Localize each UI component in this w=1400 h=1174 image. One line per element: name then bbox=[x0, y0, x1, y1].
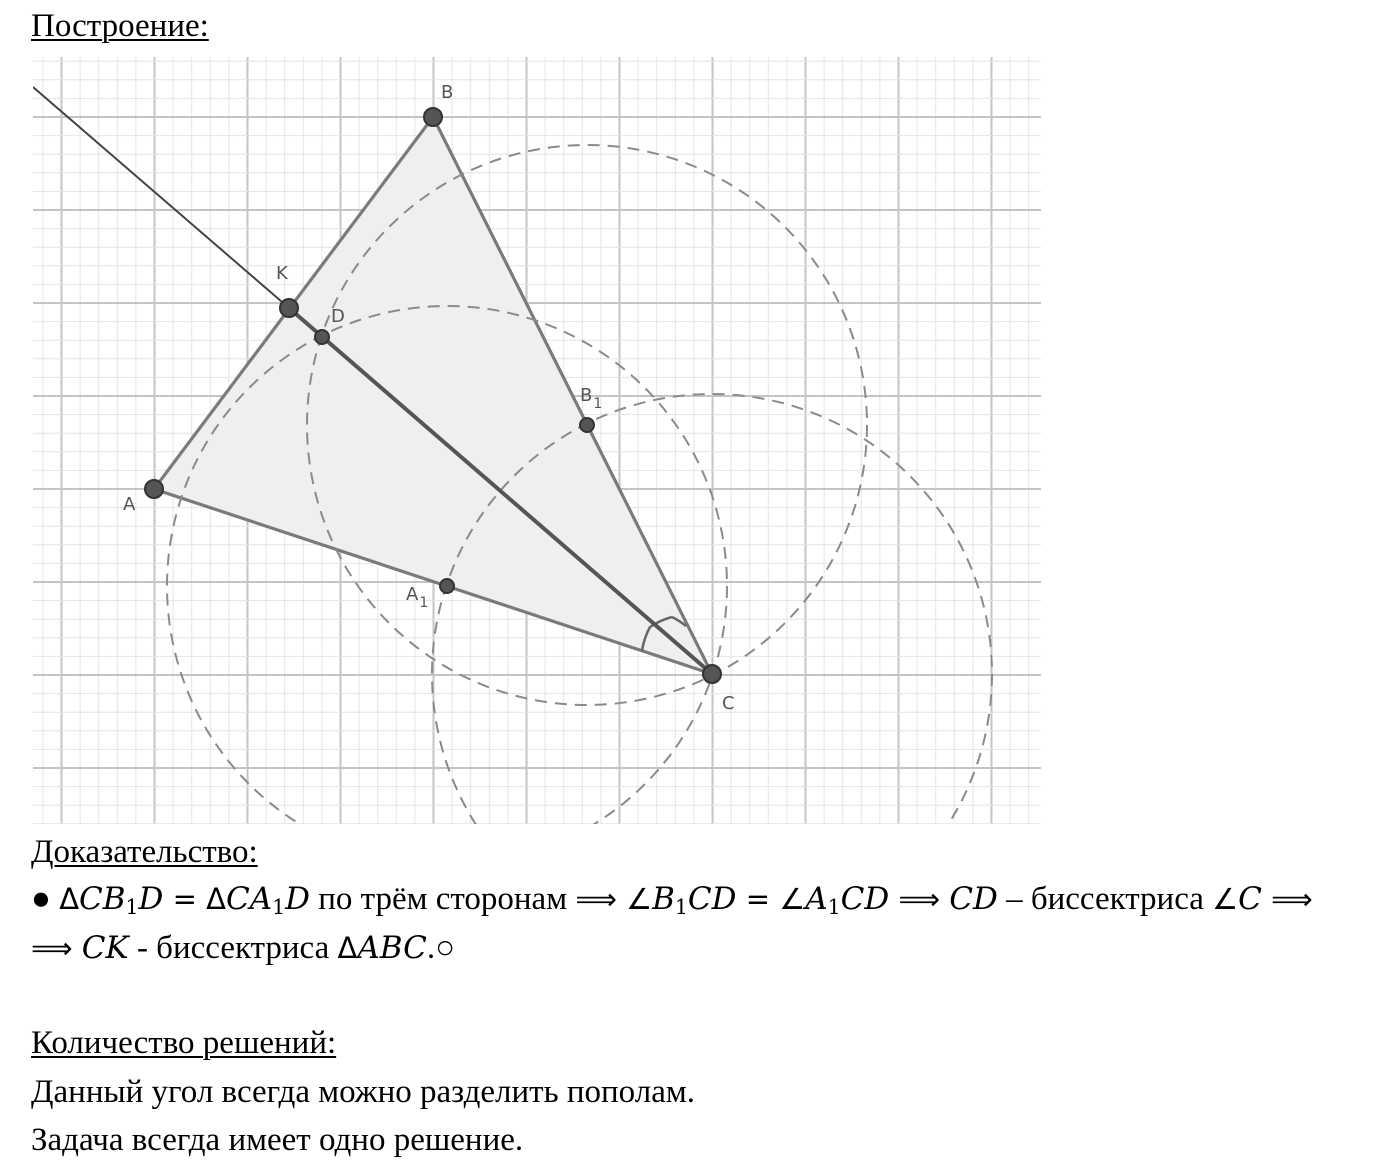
proof-line-1: ● $\Delta CB_1D = \Delta CA_1D$ по трём сторонам ⟹ $\angle B_1CD$ = $\angle A_1CD$ ⟹ CD – биссектриса ∠C ⟹ bbox=[31, 881, 1313, 920]
label-b: B bbox=[441, 82, 454, 103]
proof-line-2: ⟹ CK - биссектриса ΔABC.○ bbox=[31, 930, 455, 966]
point-d bbox=[315, 330, 329, 344]
proof-heading: Доказательство: bbox=[31, 834, 258, 870]
count-heading: Количество решений: bbox=[31, 1025, 337, 1061]
label-a1: $A_1$ bbox=[406, 584, 429, 611]
count-line-1: Данный угол всегда можно разделить пополам. bbox=[31, 1074, 695, 1110]
point-a bbox=[145, 480, 163, 498]
label-a: A bbox=[123, 494, 136, 515]
point-k bbox=[280, 299, 298, 317]
label-b1: $B_1$ bbox=[580, 385, 603, 412]
point-a1 bbox=[440, 579, 454, 593]
ray-ck bbox=[33, 87, 289, 308]
label-d: D bbox=[331, 306, 345, 327]
construction-heading: Построение: bbox=[31, 8, 209, 44]
label-k: K bbox=[276, 263, 288, 284]
point-b bbox=[424, 108, 442, 126]
count-line-2: Задача всегда имеет одно решение. bbox=[31, 1122, 524, 1158]
point-b1 bbox=[580, 418, 594, 432]
point-c bbox=[703, 665, 721, 683]
label-c: C bbox=[722, 693, 735, 714]
bullet: ● bbox=[31, 881, 51, 917]
